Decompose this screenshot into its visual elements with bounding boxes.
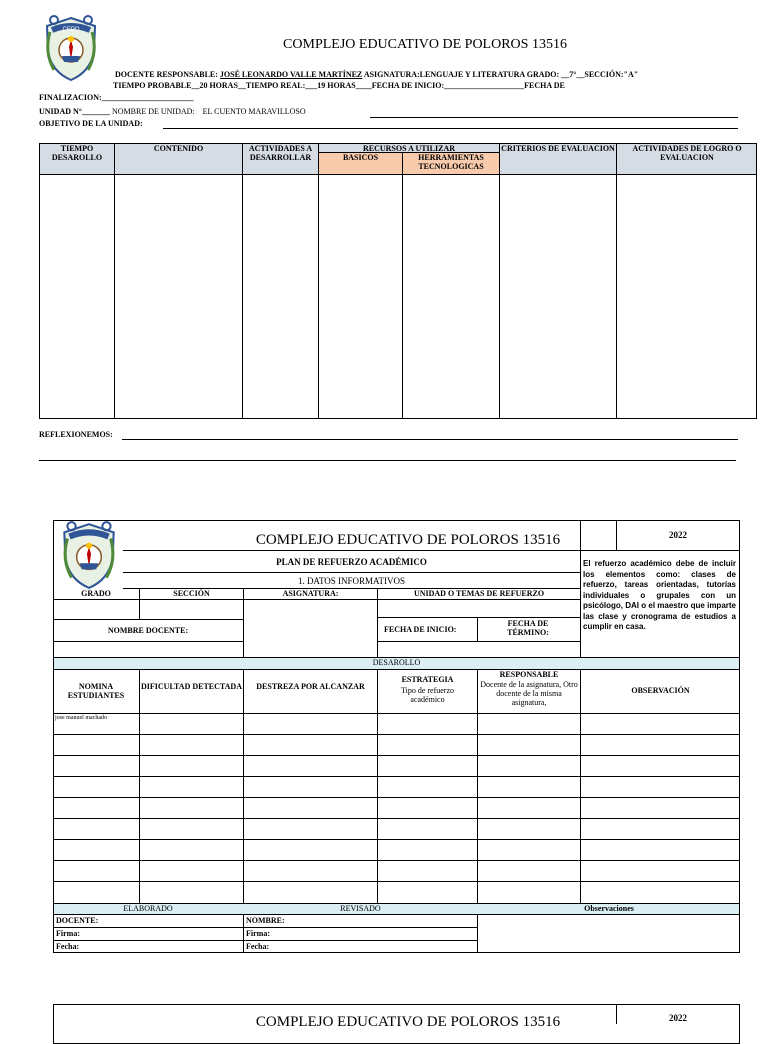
nombre-unidad-label: NOMBRE DE UNIDAD:: [111, 107, 195, 116]
col-actividades: ACTIVIDADES A DESARROLLAR: [248, 144, 313, 162]
plan-table: [39, 143, 757, 419]
col-recursos: RECURSOS A UTILIZAR: [362, 144, 456, 153]
col-responsable-sub: Docente de la asignatura, Otro docente de la misma asignatura,: [480, 680, 578, 707]
plan-title: PLAN DE REFUERZO ACADÉMICO: [276, 557, 427, 567]
table-row-line: [53, 797, 740, 798]
col-nomina: NOMINA ESTUDIANTES: [67, 682, 125, 700]
col-estrategia: ESTRATEGIA: [401, 675, 454, 684]
objetivo-underline: [163, 128, 738, 129]
col-responsable: RESPONSABLE: [499, 670, 559, 679]
asignatura-text: ASIGNATURA:LENGUAJE Y LITERATURA: [363, 70, 525, 79]
nombre-unidad-value: EL CUENTO MARAVILLOSO: [202, 107, 306, 116]
col-dificultad: DIFICULTAD DETECTADA: [141, 682, 242, 691]
col-observacion: OBSERVACIÓN: [631, 686, 690, 695]
table-row-line: [53, 713, 740, 714]
table-row-line: [53, 839, 740, 840]
docente-field-label: DOCENTE:: [56, 916, 99, 925]
col-basicos: BASICOS: [342, 153, 379, 162]
nombre-docente-label: NOMBRE DOCENTE:: [107, 626, 189, 635]
refuerzo-title: COMPLEJO EDUCATIVO DE POLOROS 13516: [255, 532, 561, 548]
fecha-termino-label: FECHA DE TÉRMINO:: [507, 619, 549, 637]
fecha-field-label-2: Fecha:: [246, 942, 270, 951]
docente-value: JOSÉ LEONARDO VALLE MARTÍNEZ: [219, 70, 363, 79]
unidad-temas-label: UNIDAD O TEMAS DE REFUERZO: [413, 589, 545, 598]
school-crest-logo-2: [57, 518, 121, 592]
header-line-finalizacion: FINALIZACION:_______________________: [39, 93, 194, 102]
table-row-line: [53, 881, 740, 882]
table-row-line: [53, 818, 740, 819]
school-crest-logo: [40, 12, 102, 84]
year-label-2: 2022: [669, 1013, 687, 1023]
unidad-label: UNIDAD N°_______: [39, 107, 110, 116]
col-logro: ACTIVIDADES DE LOGRO O EVALUACION: [632, 144, 742, 162]
reflexionemos-label: REFLEXIONEMOS:: [39, 430, 113, 439]
col-contenido: CONTENIDO: [153, 144, 204, 153]
year-label: 2022: [669, 530, 687, 540]
first-student-name: jose manuel machado: [55, 715, 107, 721]
nombre-field-label: NOMBRE:: [246, 916, 285, 925]
observaciones-label: Observaciones: [584, 904, 634, 913]
table-row-line: [53, 860, 740, 861]
logo-text: CEPO: [62, 27, 80, 33]
desarollo-label: DESAROLLO: [372, 658, 421, 667]
col-destreza: DESTREZA POR ALCANZAR: [256, 682, 365, 691]
firma-field-label: Firma:: [56, 929, 80, 938]
col-herramientas: HERRAMIENTAS TECNOLOGICAS: [418, 153, 484, 171]
fecha-field-label: Fecha:: [56, 942, 80, 951]
seccion-label: SECCIÓN: [173, 589, 210, 598]
col-estrategia-sub: Tipo de refuerzo académico: [400, 686, 455, 704]
header-line-tiempo: TIEMPO PROBABLE__20 HORAS__TIEMPO REAL:___19 HORAS____FECHA DE INICIO:____________________FECHA DE: [113, 81, 565, 90]
unidad-underline: [370, 117, 738, 118]
fecha-inicio-label: FECHA DE INICIO:: [384, 625, 457, 634]
header-line-docente: [115, 70, 638, 79]
refuerzo-note: El refuerzo académico debe de incluir los elementos como: clases de refuerzo, tareas orientadas, tutorías individuales o grupales con un psicólogo, DAI o el maestro que imparte las clase y cronograma de estudios a cumplir en casa.: [583, 559, 736, 631]
refuerzo-title-2: COMPLEJO EDUCATIVO DE POLOROS 13516: [255, 1014, 561, 1030]
table-row-line: [53, 734, 740, 735]
revisado-label: REVISADO: [340, 904, 381, 913]
objetivo-label: OBJETIVO DE LA UNIDAD:: [39, 119, 143, 128]
grado-label: GRADO: [81, 589, 111, 598]
col-tiempo: TIEMPO DESAROLLO: [51, 144, 103, 162]
header-line-unidad: [39, 107, 306, 116]
firma-field-label-2: Firma:: [246, 929, 270, 938]
table-row-line: [53, 755, 740, 756]
datos-label: 1. DATOS INFORMATIVOS: [297, 576, 406, 586]
asignatura-label: ASIGNATURA:: [282, 589, 339, 598]
table-row-line: [53, 776, 740, 777]
col-criterios: CRITERIOS DE EVALUACION: [501, 144, 615, 153]
docente-label: DOCENTE RESPONSABLE:: [115, 70, 218, 79]
page-title: COMPLEJO EDUCATIVO DE POLOROS 13516: [283, 37, 567, 52]
elaborado-label: ELABORADO: [123, 904, 173, 913]
grado-text: GRADO: __7°__SECCIÓN:"A": [526, 70, 639, 79]
